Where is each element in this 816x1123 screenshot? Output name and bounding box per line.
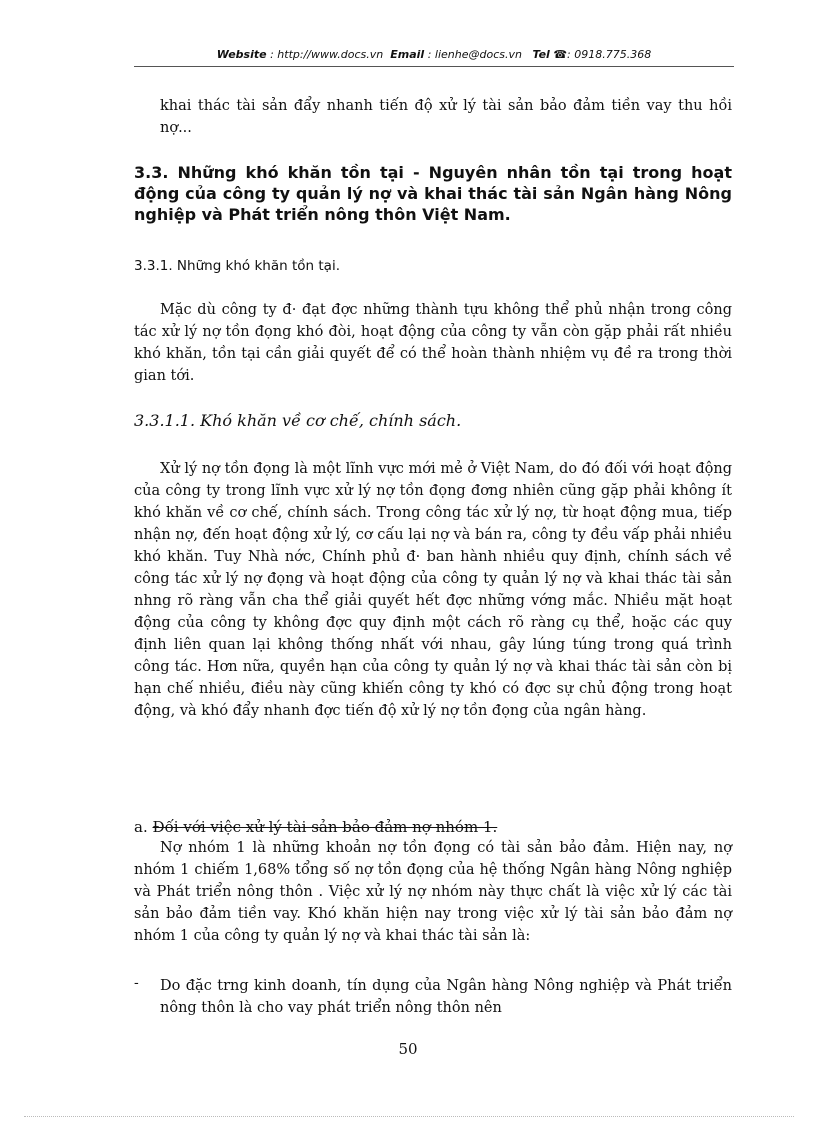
bullet-marker: - xyxy=(134,975,139,991)
bullet-text: Do đặc trng kinh doanh, tín dụng của Ngân hàng Nông nghiệp và Phát triển nông thôn là cho vay phát triển nông thôn nên xyxy=(160,978,732,1016)
tel-value: ☎: 0918.775.368 xyxy=(553,48,652,61)
item-a-prefix: a. xyxy=(134,818,148,836)
website-label: Website xyxy=(216,48,267,61)
email-label: Email xyxy=(390,48,425,61)
intro-paragraph: khai thác tài sản đẩy nhanh tiến độ xử lý tài sản bảo đảm tiền vay thu hồi nợ... xyxy=(160,98,732,136)
page-number: 50 xyxy=(398,1040,418,1058)
page-header xyxy=(134,48,734,61)
paragraph-3: Nợ nhóm 1 là những khoản nợ tồn đọng có tài sản bảo đảm. Hiện nay, nợ nhóm 1 chiếm 1,68% tổng số nợ tồn đọng của hệ thống Ngân hàng Nông nghiệp và Phát triển nông thôn . Việc xử lý nợ nhóm này thực chất là việc xử lý các tài sản bảo đảm tiền vay. Khó khăn hiện nay trong việc xử lý tài sản bảo đảm nợ nhóm 1 của công ty quản lý nợ và khai thác tài sản là: xyxy=(134,840,732,944)
subsubsection-heading: 3.3.1.1. Khó khăn về cơ chế, chính sách. xyxy=(134,411,462,430)
subsection-heading: 3.3.1. Những khó khăn tồn tại. xyxy=(134,258,340,274)
header-divider xyxy=(134,66,734,67)
tel-label: Tel xyxy=(532,48,550,61)
email-value: : lienhe@docs.vn xyxy=(427,48,522,61)
website-value: : http://www.docs.vn xyxy=(270,48,384,61)
item-a-label: Đối với việc xử lý tài sản bảo đảm nợ nhóm 1. xyxy=(152,818,498,836)
footer-divider xyxy=(24,1116,794,1117)
section-heading: 3.3. Những khó khăn tồn tại - Nguyên nhân tồn tại trong hoạt động của công ty quản lý nợ và khai thác tài sản Ngân hàng Nông nghiệp và Phát triển nông thôn Việt Nam. xyxy=(134,163,732,224)
paragraph-2: Xử lý nợ tồn đọng là một lĩnh vực mới mẻ ở Việt Nam, do đó đối với hoạt động của công ty trong lĩnh vực xử lý nợ tồn đọng đơng nhiên cũng gặp phải không ít khó khăn về cơ chế, chính sách. Trong công tác xử lý nợ, từ hoạt động mua, tiếp nhận nợ, đến hoạt động xử lý, cơ cấu lại nợ và bán ra, công ty đều vấp phải nhiều khó khăn. Tuy Nhà nớc, Chính phủ đ· ban hành nhiều quy định, chính sách về công tác xử lý nợ đọng và hoạt động của công ty quản lý nợ và khai thác tài sản nhng rõ ràng vẫn cha thể giải quyết hết đợc những vớng mắc. Nhiều mặt hoạt động của công ty không đợc quy định một cách rõ ràng cụ thể, hoặc các quy định liên quan lại không thống nhất với nhau, gây lúng túng trong quá trình công tác. Hơn nữa, quyền hạn của công ty quản lý nợ và khai thác tài sản còn bị hạn chế nhiều, điều này cũng khiến công ty khó có đợc sự chủ động trong hoạt động, và khó đẩy nhanh đợc tiến độ xử lý nợ tồn đọng của ngân hàng. xyxy=(134,461,732,719)
paragraph-1: Mặc dù công ty đ· đạt đợc những thành tựu không thể phủ nhận trong công tác xử lý nợ tồn đọng khó đòi, hoạt động của công ty vẫn còn gặp phải rất nhiều khó khăn, tồn tại cần giải quyết để có thể hoàn thành nhiệm vụ đề ra trong thời gian tới. xyxy=(134,302,732,384)
item-a-heading xyxy=(134,818,732,836)
